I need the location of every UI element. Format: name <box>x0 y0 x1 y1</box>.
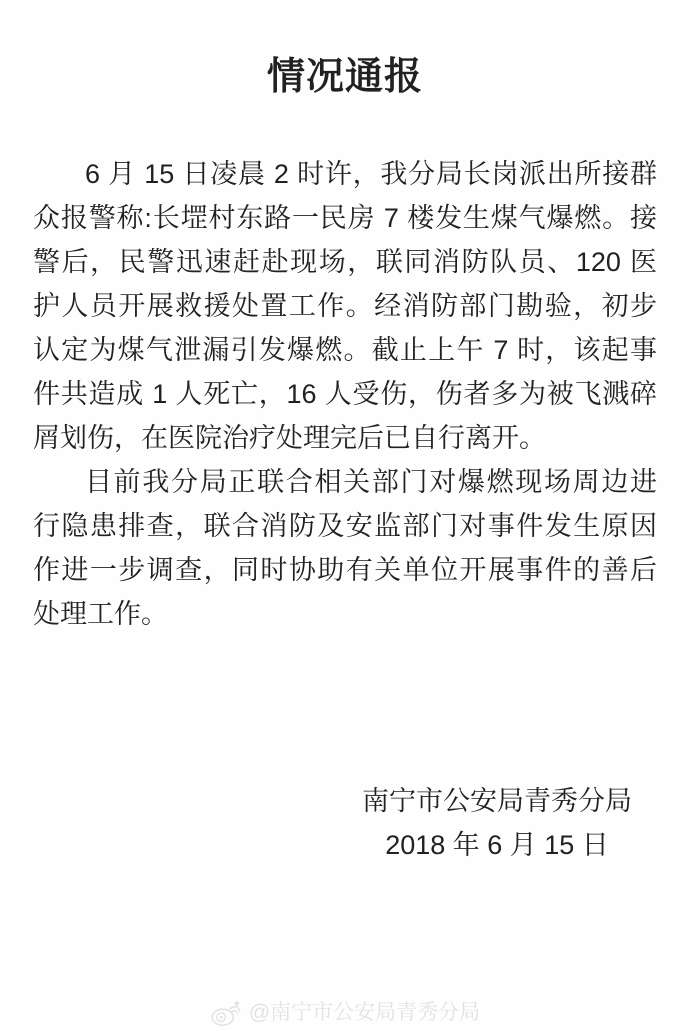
issue-date: 2018 年 6 月 15 日 <box>385 830 609 860</box>
body-line: 件共造成 1 人死亡，16 人受伤，伤者多为被飞溅碎 <box>33 379 657 409</box>
body-line: 处理工作。 <box>33 599 168 629</box>
body-line: 屑划伤，在医院治疗处理完后已自行离开。 <box>33 423 546 453</box>
body-line: 作进一步调查，同时协助有关单位开展事件的善后 <box>33 555 657 585</box>
body-line: 护人员开展救援处置工作。经消防部门勘验，初步 <box>33 291 657 321</box>
body-line: 认定为煤气泄漏引发爆燃。截止上午 7 时，该起事 <box>33 335 657 365</box>
issuing-authority: 南宁市公安局青秀分局 <box>362 786 632 816</box>
notice-body <box>33 152 657 636</box>
signature-block <box>362 779 632 867</box>
body-line: 目前我分局正联合相关部门对爆燃现场周边进 <box>85 467 657 497</box>
body-line: 行隐患排查，联合消防及安监部门对事件发生原因 <box>33 511 657 541</box>
page-title: 情况通报 <box>266 56 423 98</box>
weibo-icon <box>210 999 242 1027</box>
body-line: 众报警称:长堽村东路一民房 7 楼发生煤气爆燃。接 <box>33 203 657 233</box>
watermark-text: @南宁市公安局青秀分局 <box>248 1001 481 1024</box>
body-line: 警后，民警迅速赶赴现场，联同消防队员、120 医 <box>33 247 657 277</box>
watermark <box>0 999 690 1027</box>
body-line: 6 月 15 日凌晨 2 时许，我分局长岗派出所接群 <box>85 159 657 189</box>
